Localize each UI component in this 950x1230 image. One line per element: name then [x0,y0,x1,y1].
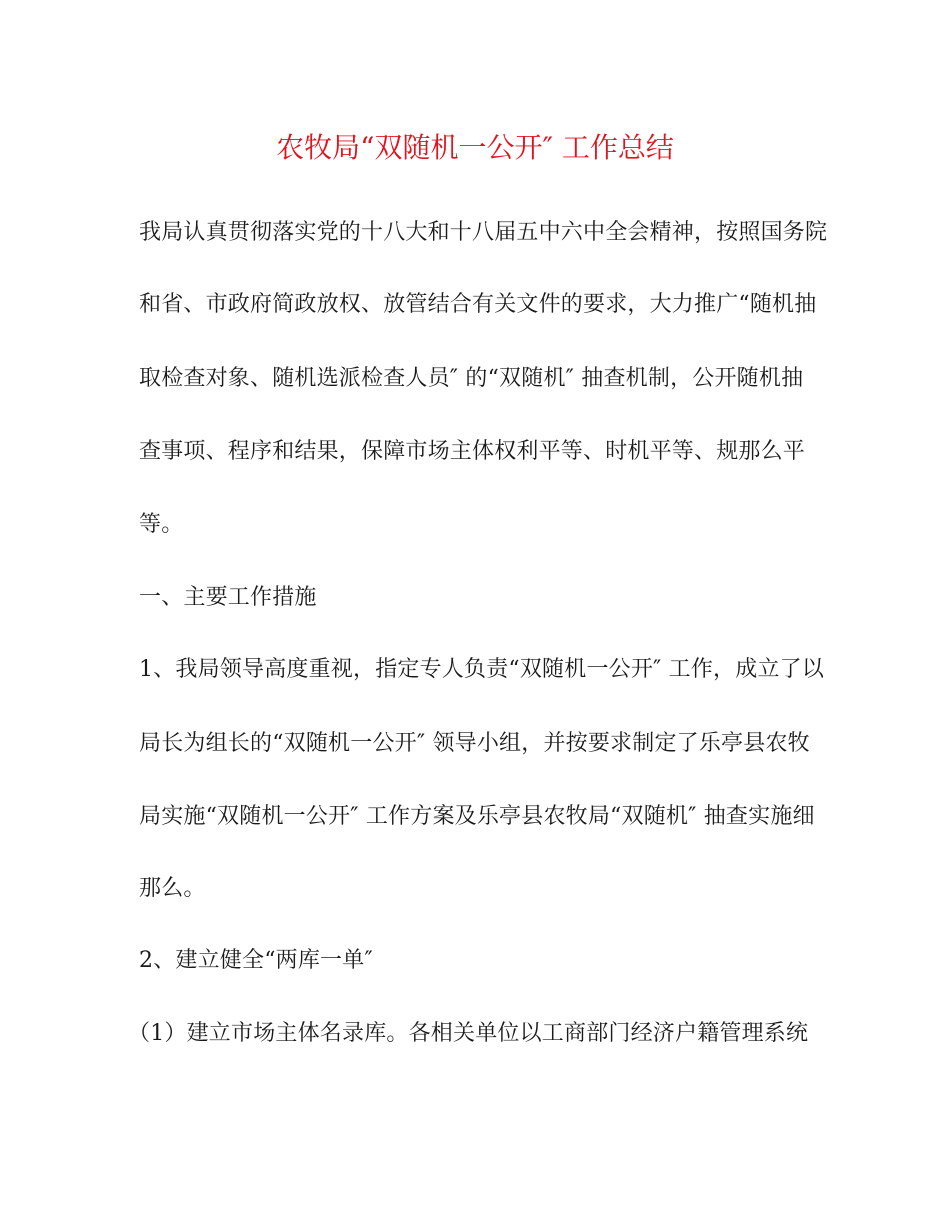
paragraph-line: 1、我局领导高度重视，指定专人负责“双随机一公开″ 工作，成立了以 [139,657,825,682]
paragraph-line: 局实施“双随机一公开″ 工作方案及乐亭县农牧局“双随机″ 抽查实施细 [139,804,815,829]
paragraph-line: （1）建立市场主体名录库。各相关单位以工商部门经济户籍管理系统 [128,1021,809,1046]
section-heading: 一、主要工作措施 [139,585,317,610]
subsection-heading: 2、建立健全“两库一单″ [139,948,373,973]
document-title: 农牧局“双随机一公开″ 工作总结 [276,131,674,164]
paragraph-line: 那么。 [139,876,206,901]
paragraph-line: 局长为组长的“双随机一公开″ 领导小组，并按要求制定了乐亭县农牧 [139,731,810,756]
paragraph-line: 我局认真贯彻落实党的十八大和十八届五中六中全会精神，按照国务院 [139,220,828,245]
paragraph-line: 取检查对象、随机选派检查人员″ 的“双随机″ 抽查机制，公开随机抽 [139,366,804,391]
paragraph-line: 等。 [139,512,184,537]
paragraph-line: 查事项、程序和结果，保障市场主体权利平等、时机平等、规那么平 [139,439,806,464]
paragraph-line: 和省、市政府简政放权、放管结合有关文件的要求，大力推广“随机抽 [139,292,817,317]
